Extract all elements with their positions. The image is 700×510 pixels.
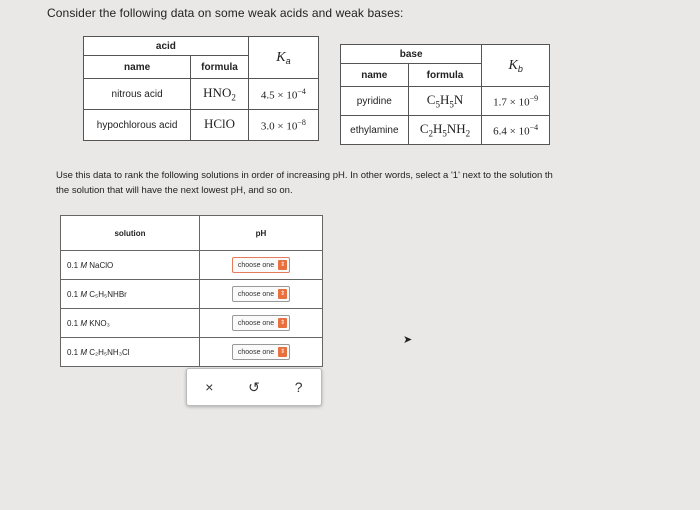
instructions <box>56 168 700 198</box>
chevron-updown-icon: ⇕ <box>280 291 286 297</box>
base-formula-col: formula <box>408 64 482 87</box>
solution-table <box>60 215 323 367</box>
ka-header: $K_a$ <box>248 37 318 79</box>
base-row-kb: $1.7 \times 10^{-9}$ <box>482 87 550 116</box>
close-icon[interactable]: × <box>205 379 214 395</box>
solution-label: 0.1 M C₂H₅NH₃Cl <box>61 338 200 367</box>
ph-rank-select[interactable]: choose one ⇕ <box>232 315 290 331</box>
table-row <box>61 280 323 309</box>
table-row <box>61 251 323 280</box>
acid-formula-col: formula <box>191 56 249 79</box>
chevron-updown-icon: ⇕ <box>280 262 286 268</box>
acid-name-col: name <box>84 56 191 79</box>
instructions-line-2: the solution that will have the next lowest pH, and so on. <box>56 185 293 196</box>
base-table <box>340 44 550 145</box>
base-header: base <box>341 45 482 64</box>
base-row-formula: $C_5H_5N$ <box>408 87 482 116</box>
acid-row-ka: $4.5 \times 10^{-4}$ <box>248 79 318 110</box>
mouse-cursor-icon: ➤ <box>403 334 413 346</box>
ph-rank-select[interactable]: choose one ⇕ <box>232 344 290 360</box>
ph-rank-select[interactable]: choose one ⇕ <box>232 257 290 273</box>
base-row-name: ethylamine <box>341 116 409 145</box>
kb-header: $K_b$ <box>482 45 550 87</box>
acid-row-name: hypochlorous acid <box>84 110 191 141</box>
chevron-updown-icon: ⇕ <box>280 320 286 326</box>
solution-col-header: solution <box>61 216 200 251</box>
base-row-formula: $C_2H_5NH_2$ <box>408 116 482 145</box>
solution-label: 0.1 M C₅H₅NHBr <box>61 280 200 309</box>
undo-icon[interactable]: ↺ <box>248 378 260 395</box>
base-row-kb: $6.4 \times 10^{-4}$ <box>482 116 550 145</box>
chevron-updown-icon: ⇕ <box>280 349 286 355</box>
solution-label: 0.1 M NaClO <box>61 251 200 280</box>
ph-col-header: pH <box>200 216 323 251</box>
table-row <box>61 338 323 367</box>
table-row <box>61 309 323 338</box>
help-icon[interactable]: ? <box>294 379 303 395</box>
base-row-name: pyridine <box>341 87 409 116</box>
action-toolbar <box>186 368 322 406</box>
acid-row-ka: $3.0 \times 10^{-8}$ <box>248 110 318 141</box>
acid-row-name: nitrous acid <box>84 79 191 110</box>
ph-rank-select[interactable]: choose one ⇕ <box>232 286 290 302</box>
solution-label: 0.1 M KNO₃ <box>61 309 200 338</box>
acid-row-formula: $HNO_2$ <box>191 79 249 110</box>
acid-table <box>83 36 319 141</box>
question-title: Consider the following data on some weak acids and weak bases: <box>47 6 404 20</box>
acid-header: acid <box>84 37 249 56</box>
acid-row-formula: HClO <box>191 110 249 141</box>
instructions-line-1: Use this data to rank the following solutions in order of increasing pH. In other words, select a '1' next to the solution th <box>56 170 553 181</box>
base-name-col: name <box>341 64 409 87</box>
